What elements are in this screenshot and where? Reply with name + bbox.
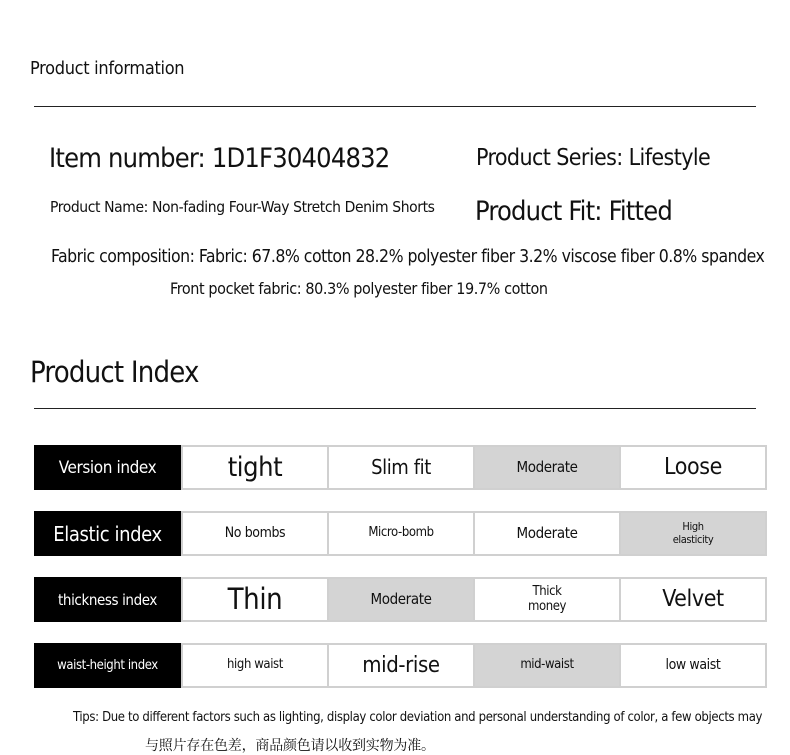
tips-note: Tips: Due to different factors such as lighting, display color deviation and personal understanding of color, a few objects may xyxy=(73,710,763,725)
fabric-composition: Fabric composition: Fabric: 67.8% cotton 28.2% polyester fiber 3.2% viscose fiber 0.8% spandex xyxy=(51,247,765,267)
index-option: No bombs xyxy=(181,513,327,554)
index-options xyxy=(181,643,767,688)
tips-note-continued: 与照片存在色差，商品颜色请以收到实物为准。 xyxy=(145,738,435,754)
index-option: tight xyxy=(181,447,327,488)
index-options xyxy=(181,445,767,490)
index-option: Thin xyxy=(181,579,327,620)
divider xyxy=(34,106,756,107)
index-label: waist-height index xyxy=(34,643,181,688)
index-option: Micro-bomb xyxy=(327,513,473,554)
index-option-selected: Moderate xyxy=(473,447,619,488)
front-pocket-fabric: Front pocket fabric: 80.3% polyester fiber 19.7% cotton xyxy=(170,279,548,298)
product-series: Product Series: Lifestyle xyxy=(476,145,711,171)
index-option: mid-rise xyxy=(327,645,473,686)
index-option-selected: mid-waist xyxy=(473,645,619,686)
section-title-product-index: Product Index xyxy=(30,355,199,389)
product-name: Product Name: Non-fading Four-Way Stretch Denim Shorts xyxy=(50,198,435,216)
divider xyxy=(34,408,756,409)
index-options xyxy=(181,511,767,556)
index-option: Moderate xyxy=(473,513,619,554)
index-option: low waist xyxy=(619,645,765,686)
index-option: Velvet xyxy=(619,579,765,620)
index-row-version xyxy=(34,445,767,490)
index-option: Thick money xyxy=(473,579,619,620)
index-label: Elastic index xyxy=(34,511,181,556)
index-row-thickness xyxy=(34,577,767,622)
index-option: Loose xyxy=(619,447,765,488)
index-row-waist-height xyxy=(34,643,767,688)
product-fit: Product Fit: Fitted xyxy=(475,196,672,227)
index-options xyxy=(181,577,767,622)
section-title-product-information: Product information xyxy=(30,58,185,79)
index-label: Version index xyxy=(34,445,181,490)
item-number: Item number: 1D1F30404832 xyxy=(49,143,390,174)
index-label: thickness index xyxy=(34,577,181,622)
index-option: high waist xyxy=(181,645,327,686)
index-option: Slim fit xyxy=(327,447,473,488)
index-row-elastic xyxy=(34,511,767,556)
index-option-selected: Moderate xyxy=(327,579,473,620)
index-option-selected: High elasticity xyxy=(619,513,765,554)
